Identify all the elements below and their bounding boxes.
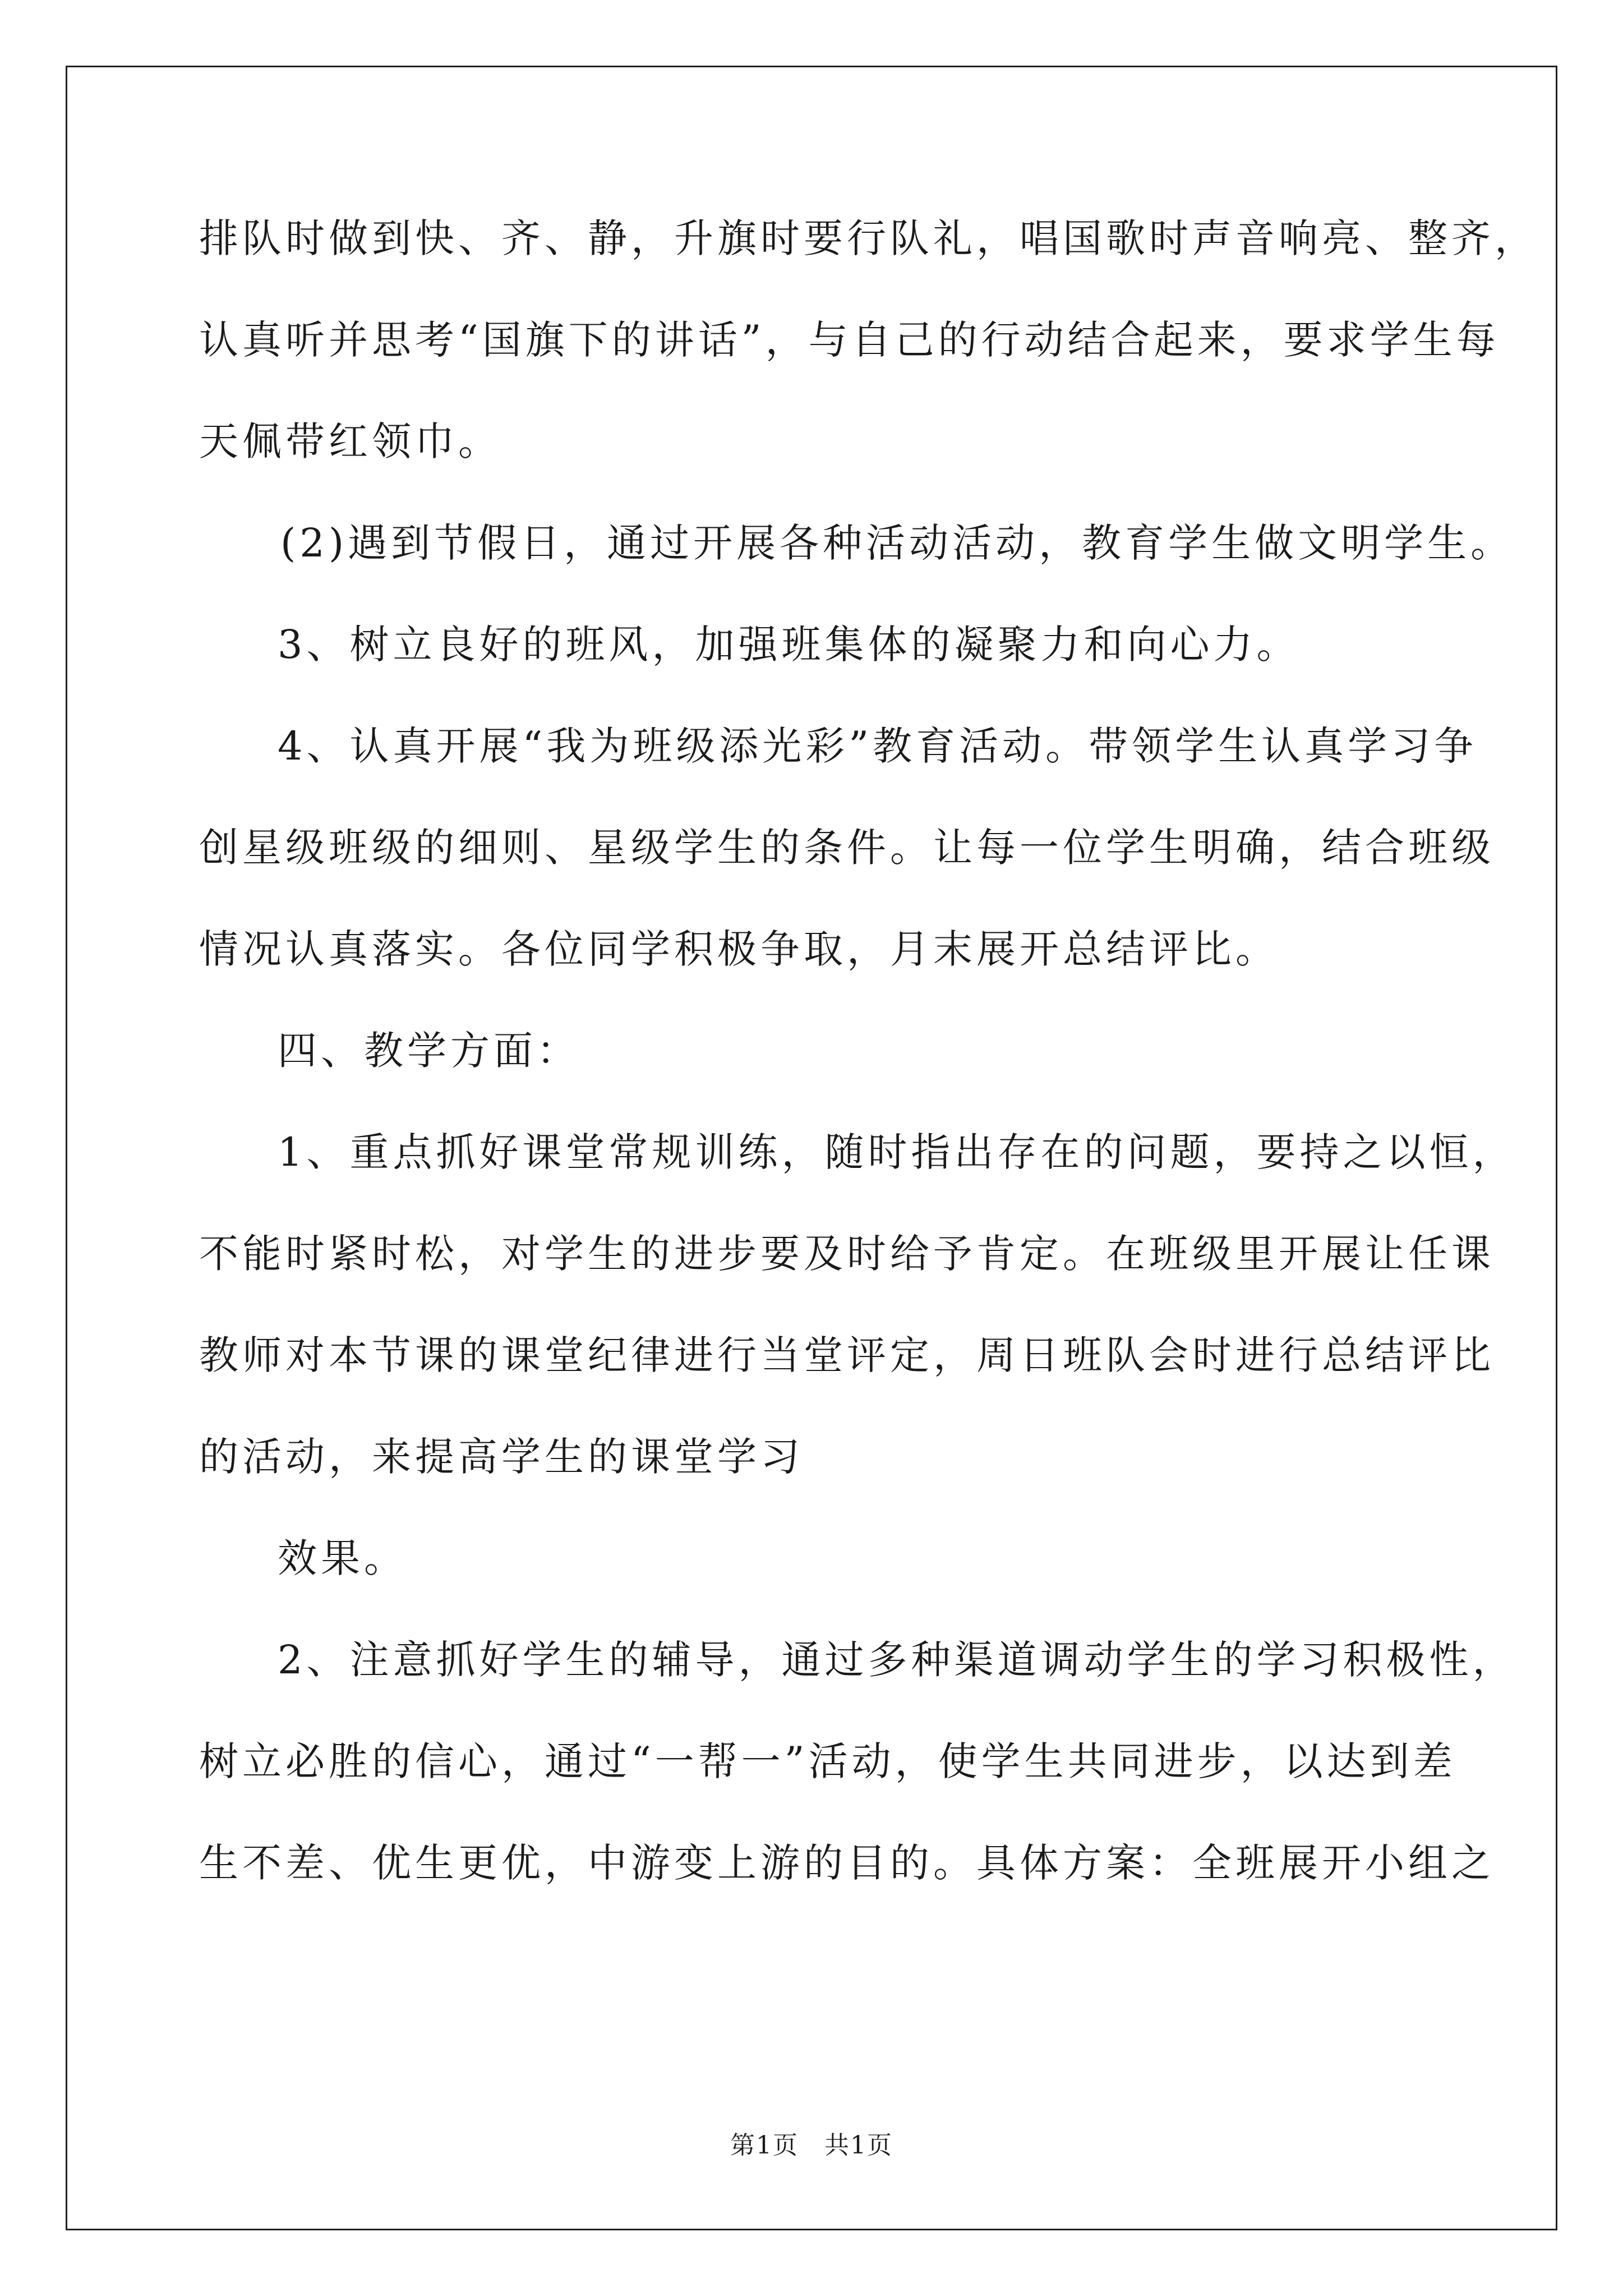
text-line: 情况认真落实。各位同学积极争取，月末展开总结评比。 bbox=[199, 926, 1279, 972]
text-line: 效果。 bbox=[278, 1535, 407, 1581]
text-line: 创星级班级的细则、星级学生的条件。让每一位学生明确，结合班级 bbox=[199, 825, 1495, 871]
text-line: 不能时紧时松，对学生的进步要及时给予肯定。在班级里开展让任课 bbox=[199, 1231, 1495, 1277]
text-line: 生不差、优生更优，中游变上游的目的。具体方案：全班展开小组之 bbox=[199, 1840, 1495, 1886]
text-line: 2、注意抓好学生的辅导，通过多种渠道调动学生的学习积极性， bbox=[278, 1637, 1516, 1683]
text-line: 认真听并思考“国旗下的讲话”，与自己的行动结合起来，要求学生每 bbox=[199, 317, 1500, 363]
section-heading: 四、教学方面： bbox=[278, 1028, 580, 1074]
text-line: 天佩带红领巾。 bbox=[199, 418, 501, 464]
page-number-footer: 第1页 共1页 bbox=[730, 2131, 893, 2160]
document-body bbox=[199, 215, 1538, 1945]
text-line: 4、认真开展“我为班级添光彩”教育活动。带领学生认真学习争 bbox=[278, 723, 1478, 769]
text-line: 教师对本节课的课堂纪律进行当堂评定，周日班队会时进行总结评比 bbox=[199, 1332, 1495, 1378]
text-line: (2)遇到节假日，通过开展各种活动活动，教育学生做文明学生。 bbox=[280, 520, 1514, 566]
text-line: 的活动，来提高学生的课堂学习 bbox=[199, 1434, 804, 1480]
text-line: 1、重点抓好课堂常规训练，随时指出存在的问题，要持之以恒， bbox=[278, 1129, 1516, 1175]
text-line: 树立必胜的信心，通过“一帮一”活动，使学生共同进步，以达到差 bbox=[199, 1738, 1456, 1784]
text-line: 排队时做到快、齐、静，升旗时要行队礼，唱国歌时声音响亮、整齐， bbox=[199, 215, 1538, 261]
text-line: 3、树立良好的班风，加强班集体的凝聚力和向心力。 bbox=[278, 622, 1300, 668]
